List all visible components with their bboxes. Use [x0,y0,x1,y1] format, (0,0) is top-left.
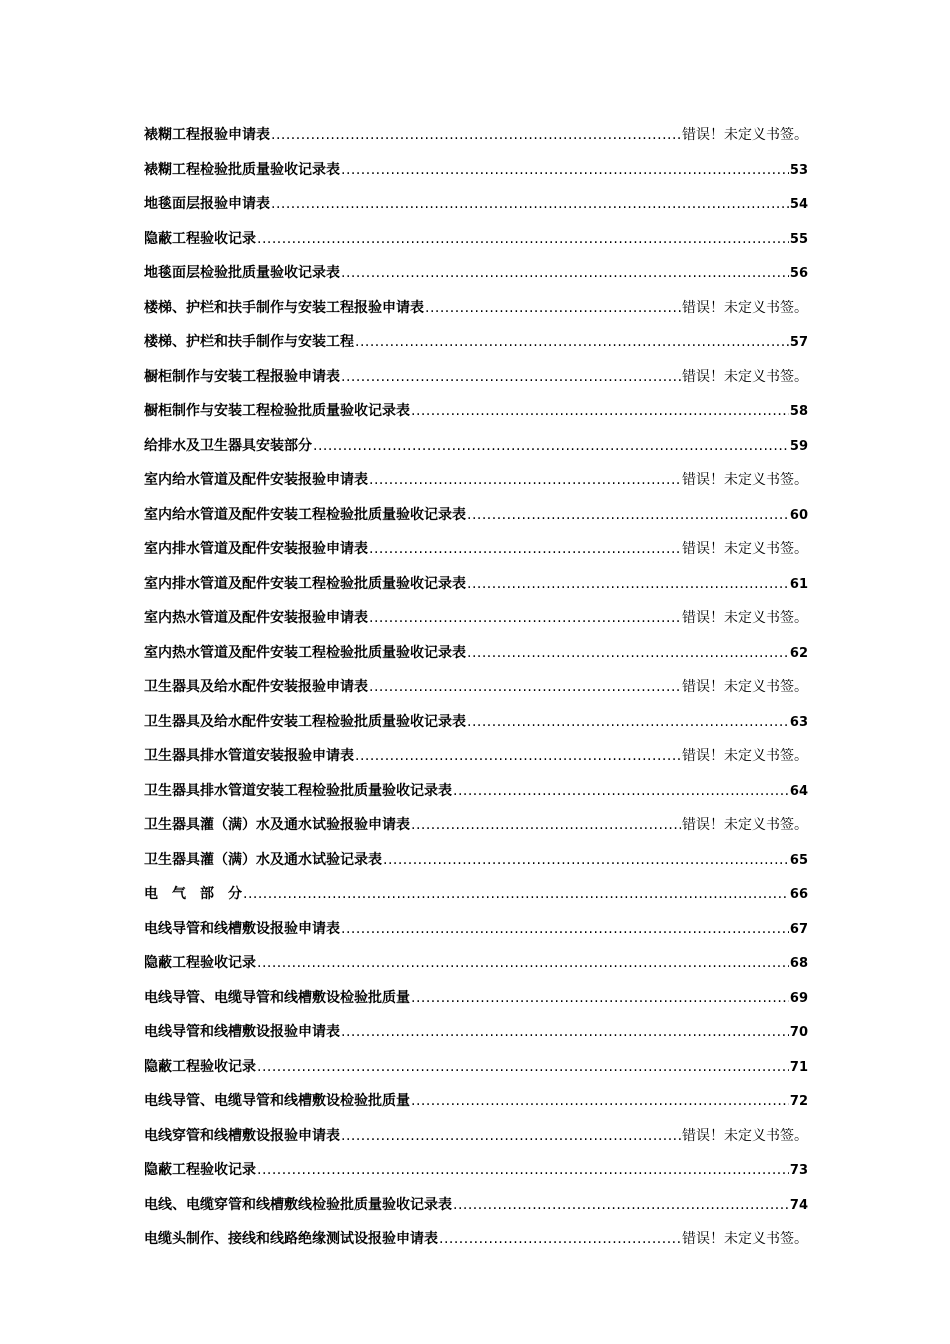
toc-entry-title: 室内排水管道及配件安装工程检验批质量验收记录表 [144,575,466,592]
toc-entry[interactable] [144,567,808,602]
toc-entry-page: 64 [789,783,808,799]
toc-entry-page: 60 [789,507,808,523]
toc-entry-title: 隐蔽工程验收记录 [144,1058,256,1075]
toc-entry-page: 70 [789,1025,808,1040]
toc-entry-title: 隐蔽工程验收记录 [144,955,256,971]
toc-entry-page: 73 [789,1163,808,1178]
toc-dot-leader [257,1153,789,1188]
toc-entry-page: 63 [789,714,808,730]
toc-entry-title: 橱柜制作与安装工程报验申请表 [144,368,340,385]
toc-entry[interactable] [144,877,808,912]
toc-dot-leader [355,739,681,774]
toc-entry[interactable] [144,187,808,222]
toc-dot-leader [411,808,681,843]
toc-entry-title: 电缆头制作、接线和线路绝缘测试设报验申请表 [144,1231,438,1247]
toc-dot-leader [411,1084,789,1119]
toc-dot-leader [243,877,789,912]
toc-dot-leader [355,325,789,360]
toc-dot-leader [467,567,789,602]
toc-entry-page: 错误！未定义书签。 [682,748,808,764]
toc-entry-page: 57 [789,335,808,350]
toc-entry-title: 电线导管、电缆导管和线槽敷设检验批质量 [144,1093,410,1109]
toc-entry-page: 62 [789,645,808,661]
toc-entry-title: 卫生器具排水管道安装报验申请表 [144,748,354,764]
toc-dot-leader [257,946,789,981]
toc-entry[interactable] [144,394,808,429]
toc-entry[interactable] [144,1188,808,1223]
toc-entry-page: 69 [789,990,808,1006]
toc-dot-leader [467,636,789,671]
toc-entry[interactable] [144,153,808,188]
toc-entry-title: 电 气 部 分 [144,886,242,902]
toc-entry-page: 55 [789,231,808,247]
toc-entry-title: 卫生器具及给水配件安装工程检验批质量验收记录表 [144,713,466,730]
toc-entry-title: 卫生器具及给水配件安装报验申请表 [144,679,368,695]
toc-entry-title: 隐蔽工程验收记录 [144,230,256,247]
toc-dot-leader [369,670,681,705]
toc-entry[interactable] [144,912,808,947]
toc-entry[interactable] [144,222,808,257]
toc-entry[interactable] [144,1050,808,1085]
toc-entry[interactable] [144,636,808,671]
toc-entry-title: 电线导管、电缆导管和线槽敷设检验批质量 [144,989,410,1006]
toc-entry-title: 卫生器具排水管道安装工程检验批质量验收记录表 [144,782,452,799]
toc-dot-leader [383,843,789,878]
toc-dot-leader [271,187,789,222]
table-of-contents [144,118,808,1257]
toc-dot-leader [257,1050,789,1085]
toc-entry[interactable] [144,1153,808,1188]
toc-entry[interactable] [144,325,808,360]
toc-entry-title: 楼梯、护栏和扶手制作与安装工程报验申请表 [144,299,424,316]
toc-dot-leader [411,981,789,1016]
toc-dot-leader [341,256,789,291]
toc-entry-title: 卫生器具灌（满）水及通水试验报验申请表 [144,817,410,833]
toc-entry-title: 室内排水管道及配件安装报验申请表 [144,541,368,557]
toc-entry-page: 74 [789,1197,808,1213]
toc-entry-title: 电线穿管和线槽敷设报验申请表 [144,1127,340,1144]
toc-dot-leader [425,291,681,326]
toc-entry-title: 室内热水管道及配件安装工程检验批质量验收记录表 [144,644,466,661]
toc-dot-leader [411,394,789,429]
toc-entry-page: 53 [789,162,808,178]
toc-dot-leader [341,1119,681,1154]
toc-entry-title: 电线导管和线槽敷设报验申请表 [144,1024,340,1040]
toc-entry-title: 给排水及卫生器具安装部分 [144,437,312,454]
toc-entry-page: 错误！未定义书签。 [682,541,808,557]
toc-entry-page: 错误！未定义书签。 [682,1127,808,1144]
toc-dot-leader [341,1015,789,1050]
toc-entry[interactable] [144,1222,808,1257]
toc-entry-title: 室内热水管道及配件安装报验申请表 [144,610,368,626]
toc-dot-leader [369,601,681,636]
toc-entry-title: 电线、电缆穿管和线槽敷线检验批质量验收记录表 [144,1196,452,1213]
toc-entry-title: 橱柜制作与安装工程检验批质量验收记录表 [144,403,410,419]
toc-entry[interactable] [144,256,808,291]
toc-entry-page: 65 [789,852,808,868]
toc-entry-page: 71 [789,1059,808,1075]
toc-entry-page: 错误！未定义书签。 [682,472,808,488]
toc-entry[interactable] [144,429,808,464]
toc-dot-leader [453,774,789,809]
toc-entry-page: 58 [789,404,808,419]
toc-entry-page: 错误！未定义书签。 [682,1231,808,1247]
toc-entry-title: 楼梯、护栏和扶手制作与安装工程 [144,334,354,350]
toc-entry[interactable] [144,1119,808,1154]
toc-entry-title: 隐蔽工程验收记录 [144,1162,256,1178]
toc-entry[interactable] [144,532,808,567]
toc-entry-title: 裱糊工程报验申请表 [144,127,270,143]
toc-entry-page: 59 [789,438,808,454]
toc-entry[interactable] [144,1084,808,1119]
toc-entry[interactable] [144,463,808,498]
toc-entry[interactable] [144,601,808,636]
toc-dot-leader [439,1222,681,1257]
toc-entry[interactable] [144,774,808,809]
toc-entry[interactable] [144,1015,808,1050]
toc-entry[interactable] [144,291,808,326]
toc-entry-title: 电线导管和线槽敷设报验申请表 [144,920,340,937]
toc-entry-page: 68 [789,956,808,971]
toc-entry-page: 错误！未定义书签。 [682,127,808,143]
toc-dot-leader [369,532,681,567]
toc-entry[interactable] [144,705,808,740]
toc-entry-title: 地毯面层检验批质量验收记录表 [144,265,340,281]
toc-entry[interactable] [144,808,808,843]
toc-dot-leader [369,463,681,498]
toc-entry[interactable] [144,360,808,395]
toc-entry[interactable] [144,946,808,981]
toc-entry-page: 错误！未定义书签。 [682,299,808,316]
toc-entry-page: 错误！未定义书签。 [682,679,808,695]
toc-dot-leader [467,498,789,533]
toc-entry[interactable] [144,843,808,878]
toc-entry-page: 错误！未定义书签。 [682,610,808,626]
toc-entry-page: 56 [789,266,808,281]
toc-entry[interactable] [144,670,808,705]
toc-entry-title: 裱糊工程检验批质量验收记录表 [144,161,340,178]
toc-dot-leader [341,360,681,395]
toc-entry-page: 61 [789,576,808,592]
toc-entry-page: 54 [789,197,808,212]
toc-entry-page: 67 [789,921,808,937]
toc-entry-page: 66 [789,887,808,902]
toc-entry-title: 地毯面层报验申请表 [144,196,270,212]
toc-entry-title: 卫生器具灌（满）水及通水试验记录表 [144,851,382,868]
toc-dot-leader [341,912,789,947]
toc-dot-leader [257,222,789,257]
toc-entry-page: 错误！未定义书签。 [682,817,808,833]
toc-dot-leader [271,118,681,153]
toc-dot-leader [453,1188,789,1223]
toc-dot-leader [313,429,789,464]
toc-entry-title: 室内给水管道及配件安装报验申请表 [144,472,368,488]
toc-entry[interactable] [144,498,808,533]
toc-entry[interactable] [144,981,808,1016]
toc-entry[interactable] [144,118,808,153]
toc-entry-title: 室内给水管道及配件安装工程检验批质量验收记录表 [144,506,466,523]
toc-dot-leader [341,153,789,188]
toc-entry-page: 错误！未定义书签。 [682,368,808,385]
toc-dot-leader [467,705,789,740]
toc-entry[interactable] [144,739,808,774]
toc-entry-page: 72 [789,1094,808,1109]
